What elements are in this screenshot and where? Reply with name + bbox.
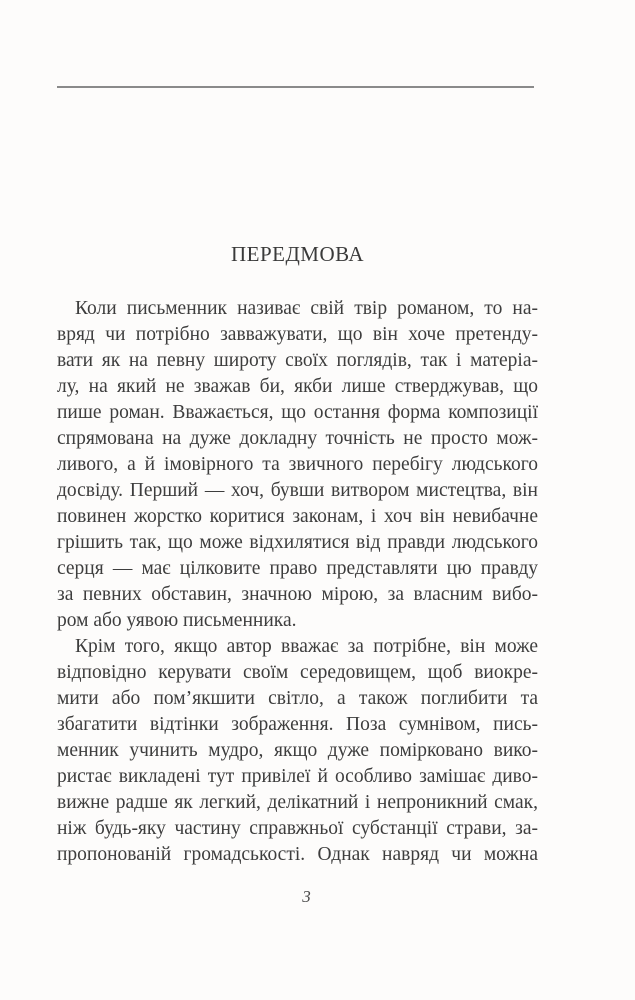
text-line: спрямована на дуже докладну точність не просто мож- (57, 428, 538, 449)
text-line: за певних обставин, значною мірою, за власним вибо- (57, 584, 538, 605)
text-line: збагатити відтінки зображення. Поза сумнівом, пись- (57, 714, 538, 735)
text-line: пише роман. Вважається, що остання форма композиції (57, 402, 538, 423)
text-line: вряд чи потрібно завважувати, що він хоче претенду- (57, 324, 538, 345)
text-line: пропонованій громадськості. Однак навряд чи можна (57, 844, 538, 865)
text-line: досвіду. Перший — хоч, бувши витвором мистецтва, він (57, 480, 538, 501)
paragraph (57, 634, 538, 868)
text-line: вижне радше як легкий, делікатний і непроникний смак, (57, 792, 538, 813)
text-line: повинен жорстко коритися законам, і хоч він невибачне (57, 506, 538, 527)
text-line: менник учинить мудро, якщо дуже помірковано вико- (57, 740, 538, 761)
text-line: грішить так, що може відхилятися від правди людського (57, 532, 538, 553)
text-line: серця — має цілковите право представляти цю правду (57, 558, 538, 579)
chapter-heading: ПЕРЕДМОВА (230, 242, 364, 266)
header-rule (57, 86, 534, 88)
body-text (57, 296, 538, 868)
text-line: Коли письменник називає свій твір романом, то на- (75, 298, 538, 319)
text-line: ніж будь-яку частину справжньої субстанції страви, за- (57, 818, 538, 839)
text-line: ливого, а й імовірного та звичного перебігу людського (57, 454, 538, 475)
text-line: Крім того, якщо автор вважає за потрібне, він може (75, 636, 538, 657)
page-number: 3 (302, 887, 311, 906)
text-line: відповідно керувати своїм середовищем, щоб виокре- (57, 662, 538, 683)
text-line: ром або уявою письменника. (57, 610, 297, 631)
text-line: ристає викладені тут привілеї й особливо замішає диво- (57, 766, 538, 787)
text-line: мити або пом’якшити світло, а також поглибити та (57, 688, 538, 709)
text-line: вати як на певну широту своїх поглядів, так і матеріа- (57, 350, 538, 371)
text-line: лу, на який не зважав би, якби лише стверджував, що (57, 376, 538, 397)
paragraph (57, 296, 538, 634)
